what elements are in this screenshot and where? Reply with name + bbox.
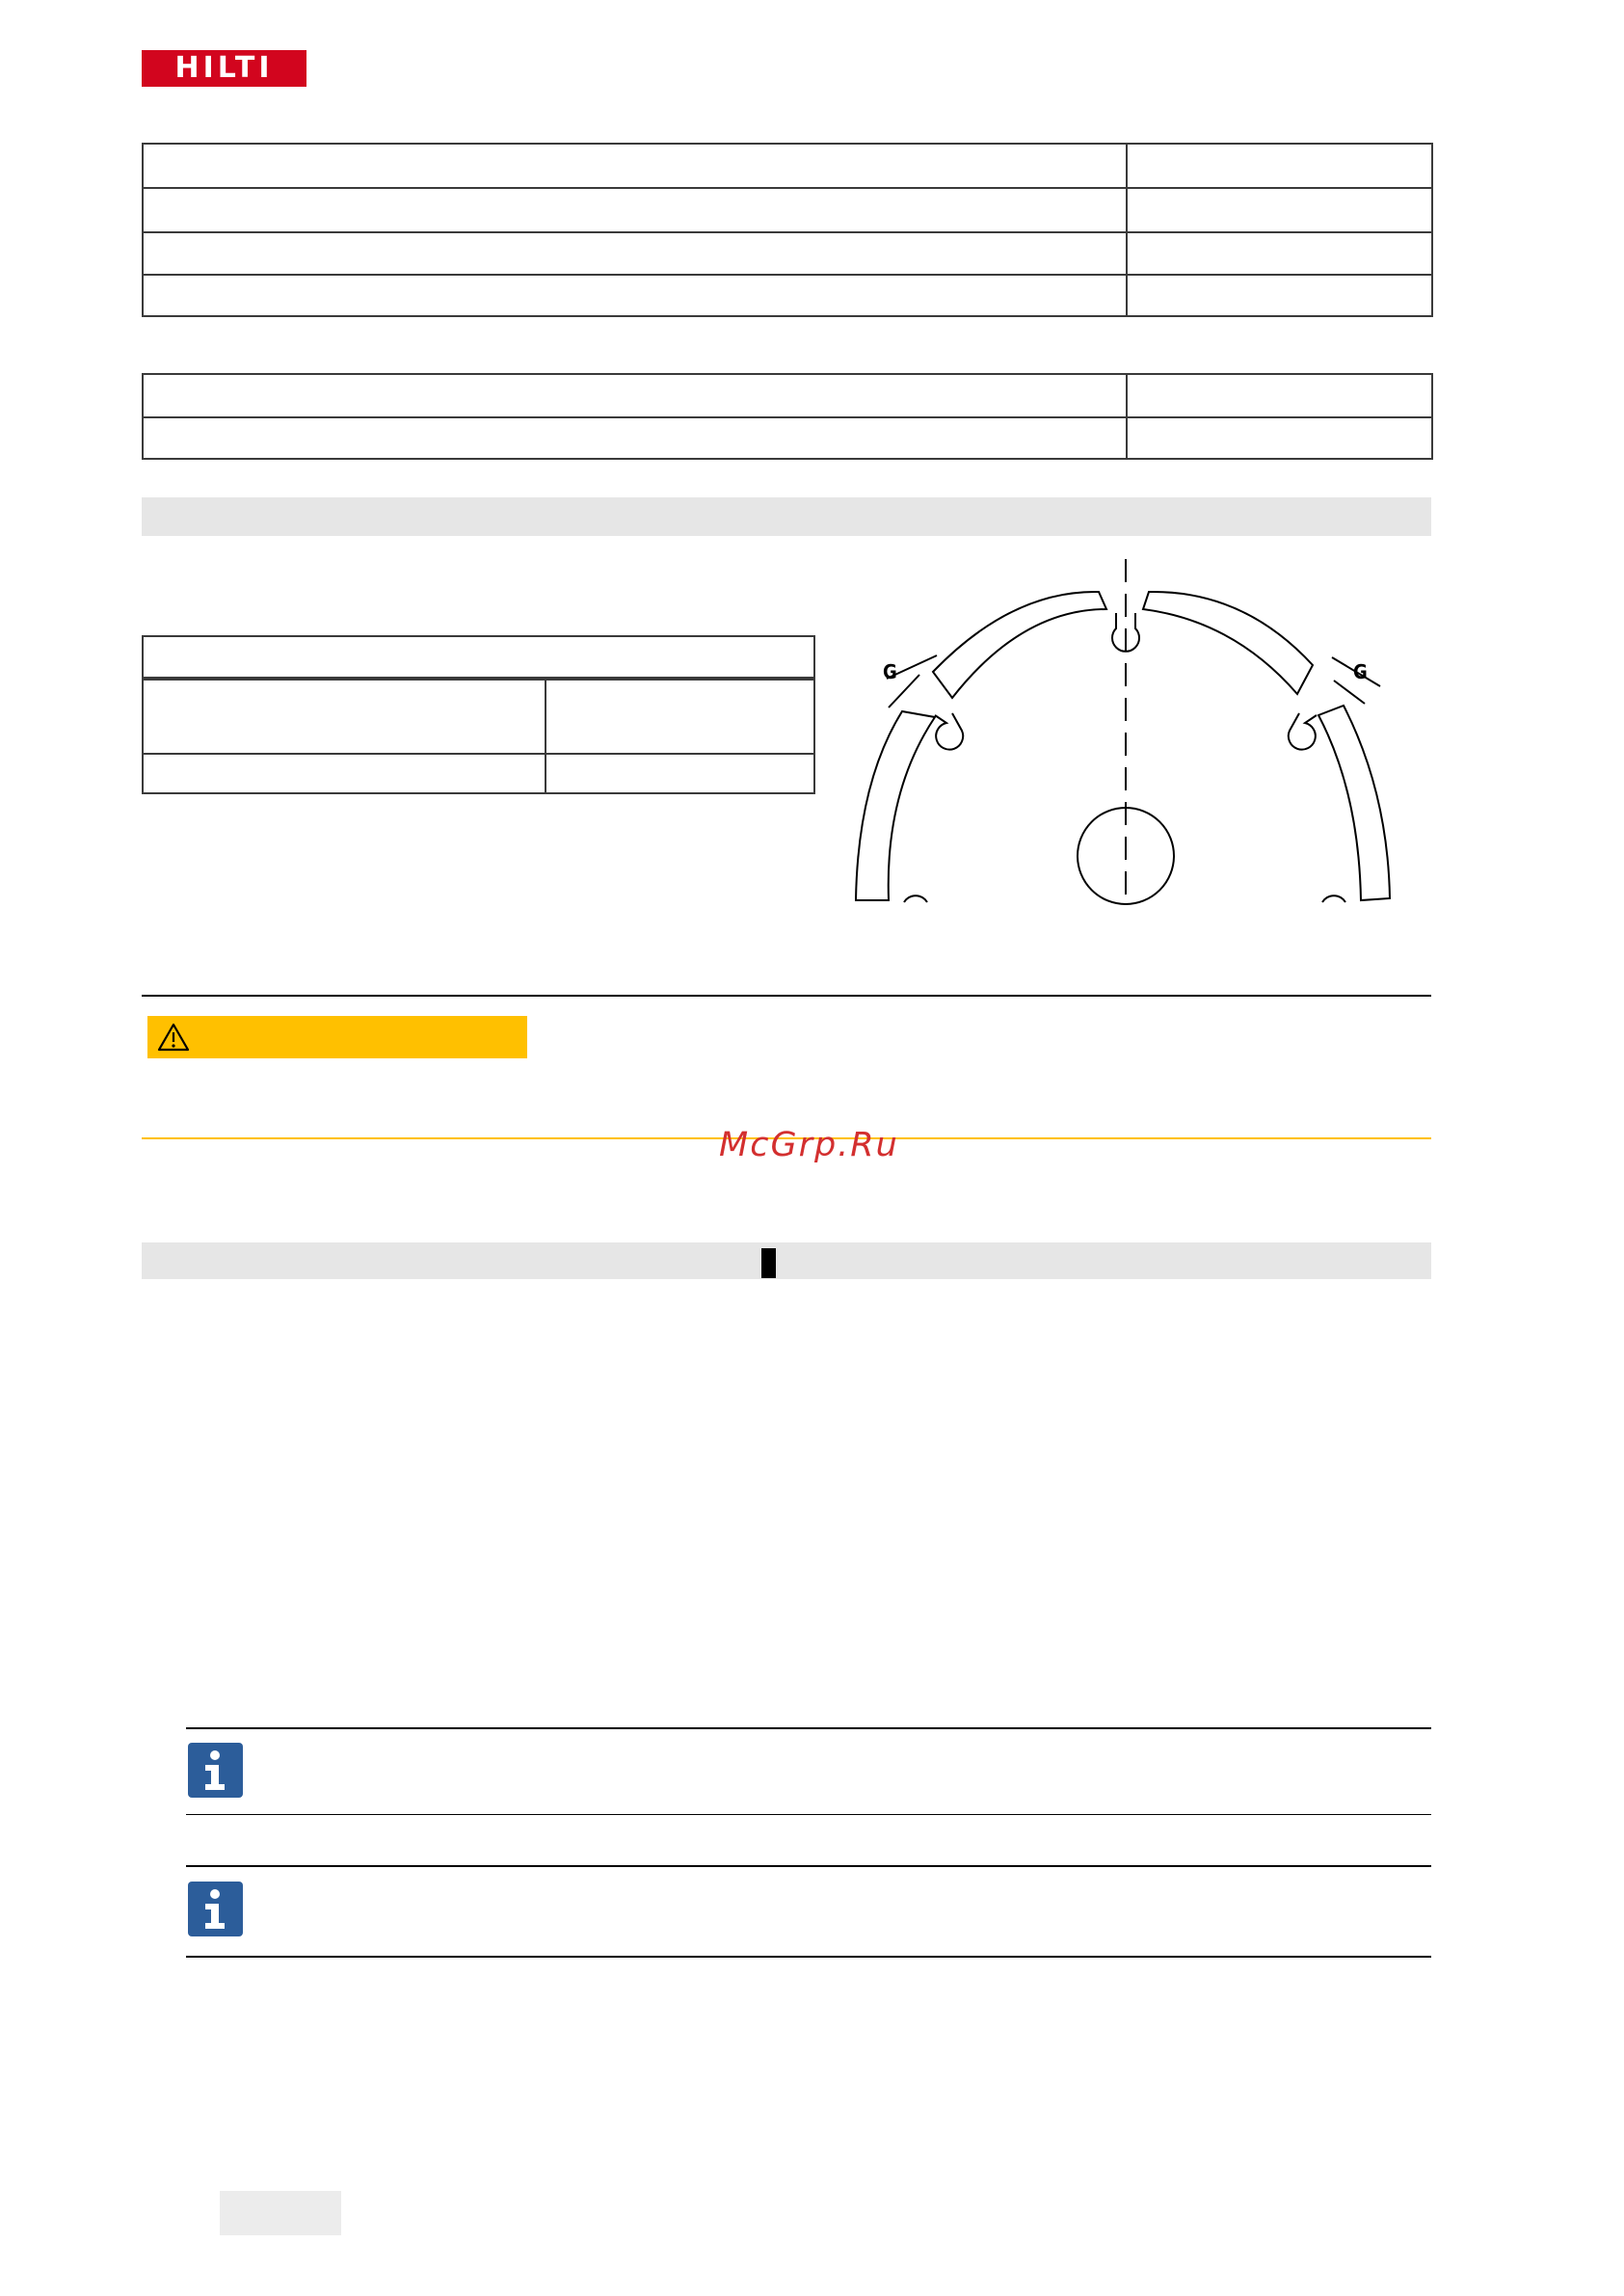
spec-table-1 — [142, 143, 1433, 317]
dimension-arrow-right — [1334, 681, 1365, 704]
table-cell — [1127, 188, 1432, 232]
section-heading-band — [142, 497, 1431, 536]
table-cell — [143, 417, 1127, 459]
table-cell — [1127, 417, 1432, 459]
blade-segment-right — [1318, 706, 1390, 900]
table-cell — [143, 275, 1127, 316]
table-cell — [143, 374, 1127, 417]
blade-segment-left — [856, 711, 935, 900]
note-2-bottom-rule — [186, 1956, 1431, 1958]
hilti-logo — [142, 50, 306, 87]
table-cell — [143, 679, 546, 754]
section-heading-band-2 — [142, 1242, 1431, 1279]
watermark: McGrp.Ru — [719, 1126, 899, 1164]
note-1-top-rule — [186, 1727, 1431, 1729]
dimension-label-left: G — [883, 660, 897, 683]
warning-top-rule — [142, 995, 1431, 997]
info-icon — [188, 1743, 243, 1798]
table-cell — [546, 679, 814, 754]
table-cell — [143, 144, 1127, 188]
table-cell — [143, 754, 546, 793]
logo-text: HILTI — [174, 51, 274, 85]
spec-table-2 — [142, 373, 1433, 460]
gullet-right — [1289, 713, 1317, 750]
warning-label-bar — [147, 1016, 527, 1058]
table-cell — [143, 232, 1127, 275]
note-2-top-rule — [186, 1865, 1431, 1867]
gullet-bottom-right — [1322, 895, 1345, 902]
gullet-bottom-left — [904, 895, 927, 902]
warning-triangle-icon — [157, 1023, 190, 1052]
section-marker — [761, 1248, 776, 1278]
table-cell — [546, 754, 814, 793]
gullet-left — [935, 713, 963, 750]
table-cell — [1127, 275, 1432, 316]
page-number-box — [220, 2191, 341, 2235]
info-icon — [188, 1882, 243, 1936]
table-cell — [1127, 232, 1432, 275]
note-1-bottom-rule — [186, 1814, 1431, 1815]
saw-blade-segment-diagram — [839, 551, 1407, 908]
table-cell — [143, 188, 1127, 232]
table-cell — [1127, 374, 1432, 417]
dimension-label-right: G — [1353, 660, 1368, 683]
dimension-table — [142, 635, 815, 794]
blade-segment-top-left — [933, 592, 1106, 698]
table-cell — [1127, 144, 1432, 188]
table-header-cell — [143, 636, 814, 679]
blade-segment-top-right — [1143, 592, 1313, 694]
